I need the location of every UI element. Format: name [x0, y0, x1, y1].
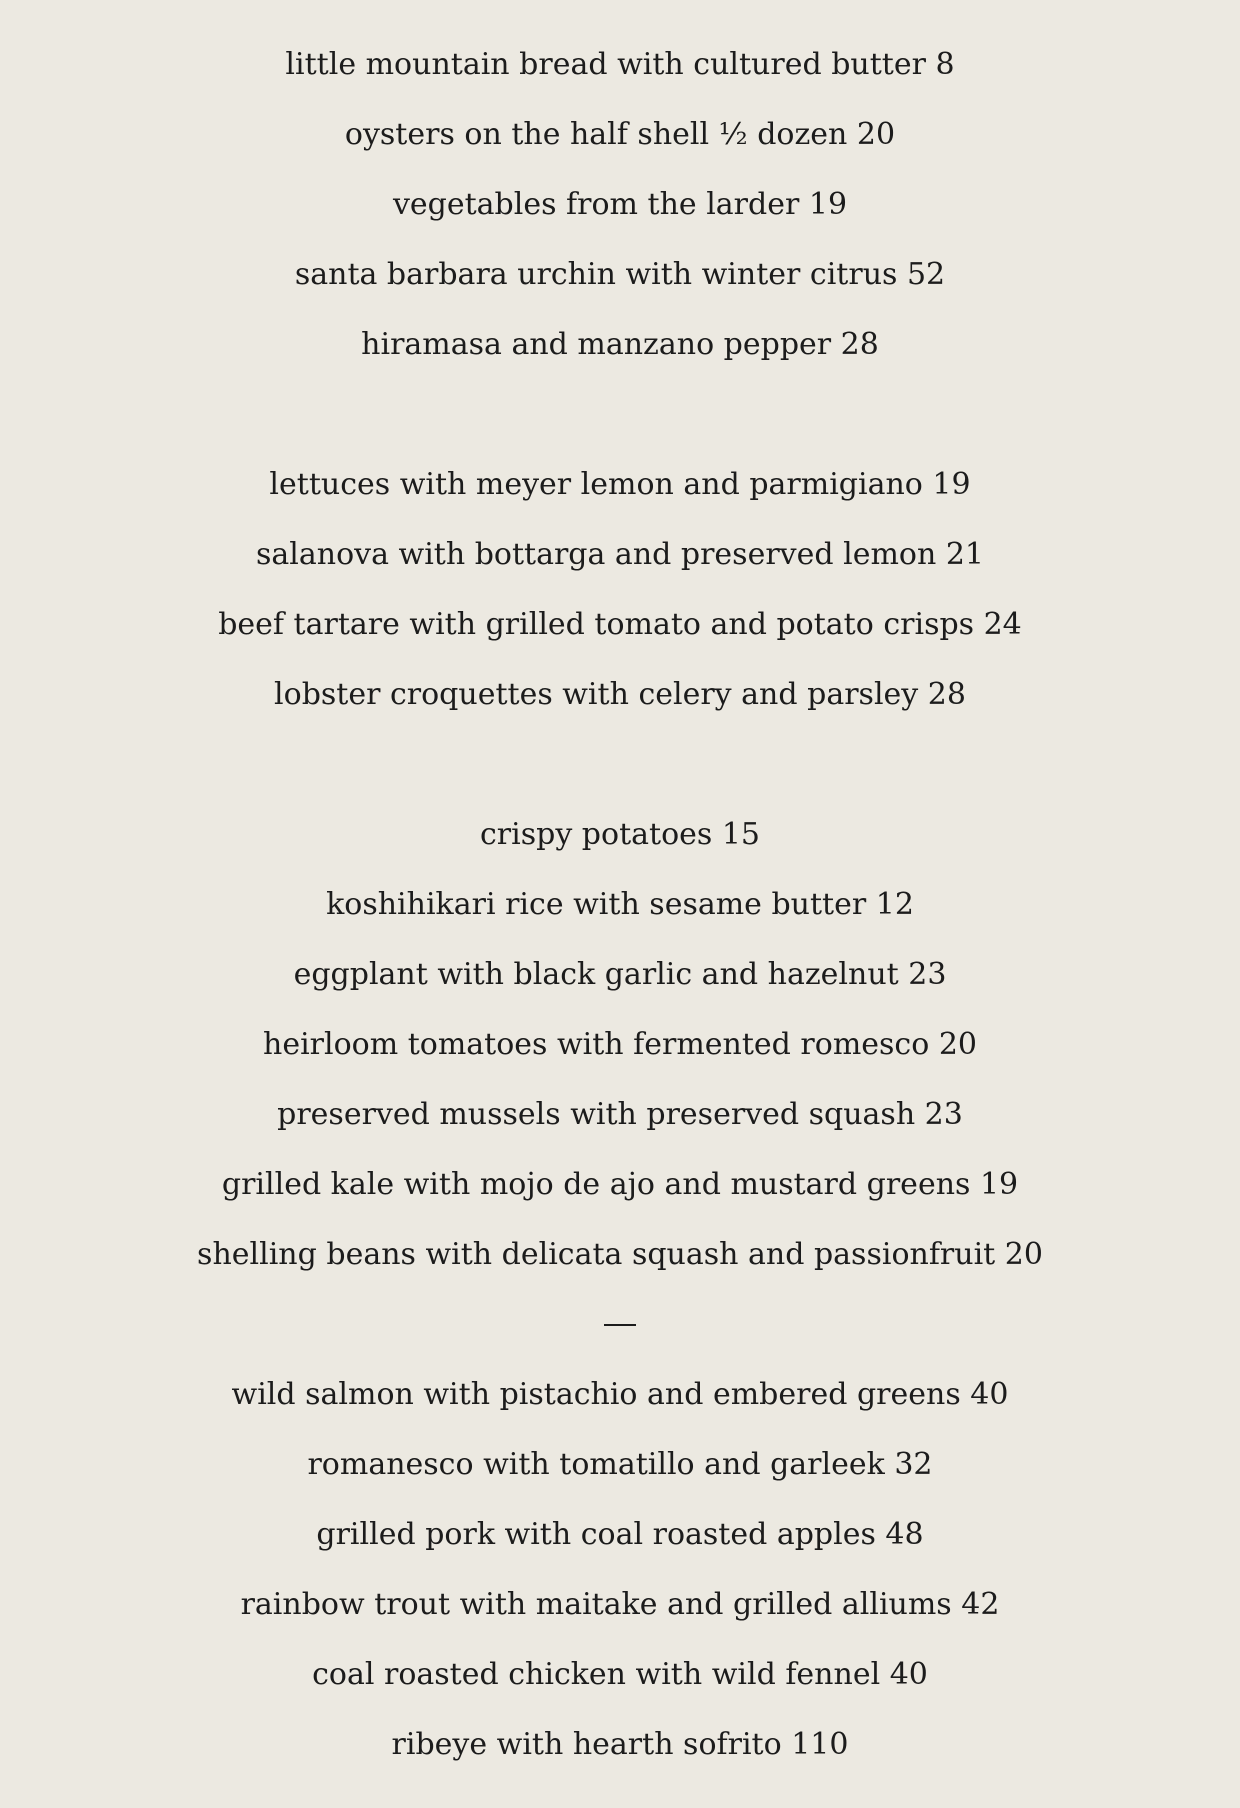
menu-item-beef-tartare: beef tartare with grilled tomato and potato crisps 24 — [218, 607, 1022, 642]
section-divider — [0, 1290, 1240, 1360]
menu-item-vegetables: vegetables from the larder 19 — [392, 187, 848, 222]
menu-item-eggplant: eggplant with black garlic and hazelnut 23 — [293, 957, 947, 992]
menu-item-ribeye: ribeye with hearth sofrito 110 — [391, 1727, 849, 1762]
menu-item-koshihikari-rice: koshihikari rice with sesame butter 12 — [326, 887, 914, 922]
menu-item-grilled-pork: grilled pork with coal roasted apples 48 — [316, 1517, 924, 1552]
menu-item-coal-roasted-chicken: coal roasted chicken with wild fennel 40 — [312, 1657, 928, 1692]
menu-item-salanova: salanova with bottarga and preserved lemon 21 — [256, 537, 984, 572]
menu — [0, 30, 1240, 1780]
section-gap — [0, 730, 1240, 800]
menu-item-preserved-mussels: preserved mussels with preserved squash 23 — [277, 1097, 963, 1132]
menu-item-crispy-potatoes: crispy potatoes 15 — [479, 817, 760, 852]
menu-item-wild-salmon: wild salmon with pistachio and embered greens 40 — [231, 1377, 1009, 1412]
menu-item-heirloom-tomatoes: heirloom tomatoes with fermented romesco 20 — [263, 1027, 977, 1062]
menu-item-lobster-croquettes: lobster croquettes with celery and parsley 28 — [274, 677, 966, 712]
menu-item-bread: little mountain bread with cultured butter 8 — [285, 47, 955, 82]
menu-item-oysters: oysters on the half shell ½ dozen 20 — [344, 117, 896, 152]
menu-item-grilled-kale: grilled kale with mojo de ajo and mustard greens 19 — [221, 1167, 1019, 1202]
menu-item-lettuces: lettuces with meyer lemon and parmigiano 19 — [269, 467, 971, 502]
menu-item-hiramasa: hiramasa and manzano pepper 28 — [361, 327, 879, 362]
menu-item-urchin: santa barbara urchin with winter citrus 52 — [294, 257, 946, 292]
menu-item-romanesco: romanesco with tomatillo and garleek 32 — [307, 1447, 933, 1482]
menu-item-shelling-beans: shelling beans with delicata squash and passionfruit 20 — [197, 1237, 1043, 1272]
section-gap — [0, 380, 1240, 450]
menu-item-rainbow-trout: rainbow trout with maitake and grilled alliums 42 — [240, 1587, 1000, 1622]
divider-dash — [604, 1324, 636, 1326]
